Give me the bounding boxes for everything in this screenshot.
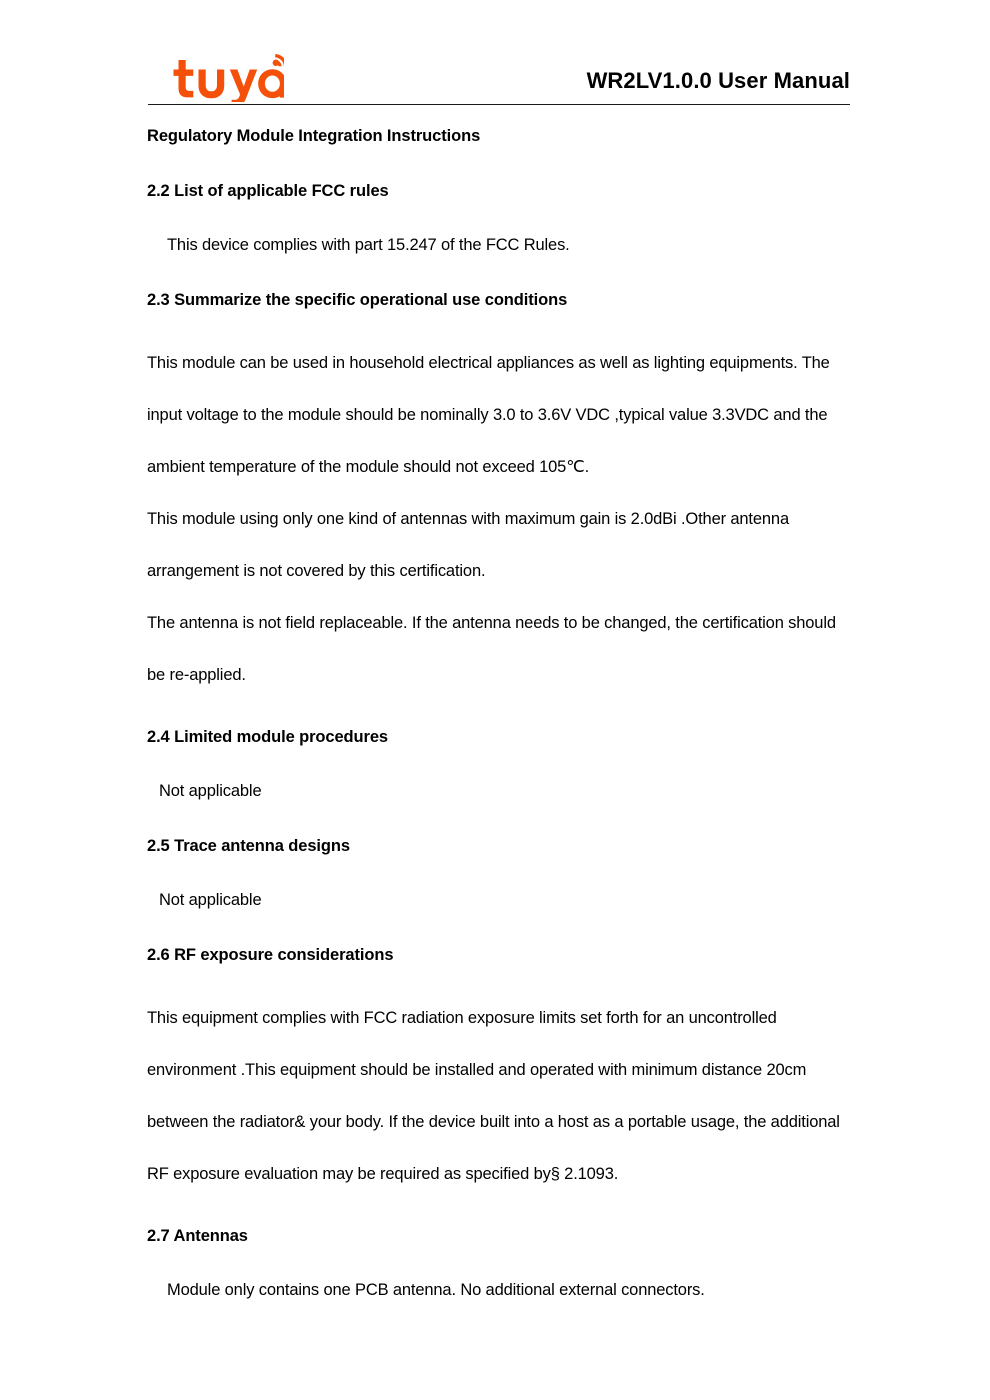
spacer [147,1200,857,1226]
section-paragraph-2-3-2: This module using only one kind of antennas with maximum gain is 2.0dBi .Other antenna arrangement is not covered by this certification. [147,509,789,580]
section-heading-2-3: 2.3 Summarize the specific operational use conditions [147,290,568,309]
spacer [147,911,857,945]
section-paragraph-2-6-1: This equipment complies with FCC radiation exposure limits set forth for an uncontrolled environment .This equipment should be installed and operated with minimum distance 20cm between the radiator& your body. If the device built into a host as a portable usage, the additional RF exposure evaluation may be required as specified by§ 2.1093. [147,1008,840,1183]
document-body [147,126,857,1301]
spacer [147,966,857,992]
spacer [147,147,857,181]
spacer [147,701,857,727]
spacer [147,1246,857,1280]
spacer [147,856,857,890]
header-divider [148,104,850,105]
tuya-logo [172,54,284,102]
spacer [147,802,857,836]
header-title: WR2LV1.0.0 User Manual [586,68,850,93]
section-body-2-4: Not applicable [159,782,262,801]
section-body-2-2: This device complies with part 15.247 of the FCC Rules. [167,236,570,255]
page-header [148,44,850,108]
spacer [147,201,857,235]
spacer [147,747,857,781]
section-heading-2-4: 2.4 Limited module procedures [147,727,388,746]
doc-title: Regulatory Module Integration Instructions [147,127,481,145]
section-paragraph-2-3-1: This module can be used in household electrical appliances as well as lighting equipments. The input voltage to the module should be nominally 3.0 to 3.6V VDC ,typical value 3.3VDC and the ambient temperature of the module should not exceed 105℃. [147,353,830,476]
section-heading-2-6: 2.6 RF exposure considerations [147,946,394,964]
spacer [147,256,857,290]
section-heading-2-7: 2.7 Antennas [147,1226,248,1245]
section-body-2-7: Module only contains one PCB antenna. No additional external connectors. [167,1281,705,1300]
section-heading-2-2: 2.2 List of applicable FCC rules [147,181,389,200]
section-paragraph-2-3-3: The antenna is not field replaceable. If the antenna needs to be changed, the certification should be re-applied. [147,613,836,684]
section-body-2-5: Not applicable [159,891,262,910]
spacer [147,311,857,337]
section-heading-2-5: 2.5 Trace antenna designs [147,836,350,855]
